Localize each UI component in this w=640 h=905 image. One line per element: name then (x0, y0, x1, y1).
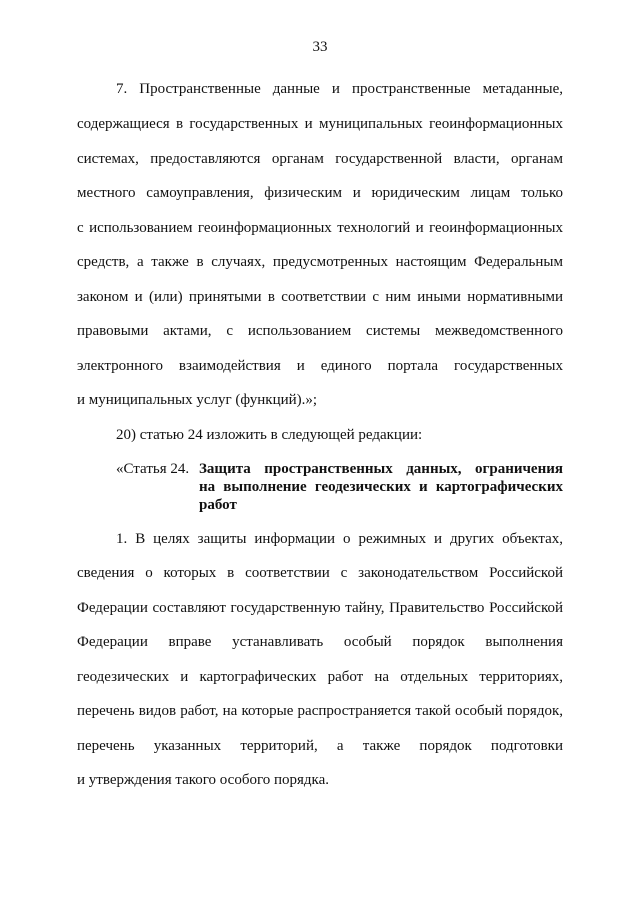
paragraph-7-line: системах, предоставляются органам государственной власти, органам (77, 151, 563, 167)
article-title-line: Защита пространственных данных, ограничения (199, 461, 563, 477)
paragraph-1-line: и утверждения такого особого порядка. (77, 772, 330, 788)
item-20: 20) статью 24 изложить в следующей редакции: (116, 427, 423, 443)
article-label: «Статья 24. (116, 461, 190, 477)
article-title-line: на выполнение геодезических и картографических (199, 479, 563, 495)
page-number: 33 (312, 39, 328, 55)
paragraph-7-line: содержащиеся в государственных и муниципальных геоинформационных (77, 116, 563, 132)
paragraph-1-line: перечень указанных территорий, а также порядок подготовки (77, 738, 563, 754)
paragraph-7-line: правовыми актами, с использованием системы межведомственного (77, 323, 563, 339)
paragraph-1-line: геодезических и картографических работ на отдельных территориях, (77, 669, 563, 685)
paragraph-7-line: электронного взаимодействия и единого портала государственных (77, 358, 563, 374)
paragraph-1-line: Федерации вправе устанавливать особый порядок выполнения (77, 634, 563, 650)
paragraph-7-line: местного самоуправления, физическим и юридическим лицам только (77, 185, 563, 201)
paragraph-7-line: средств, а также в случаях, предусмотренных настоящим Федеральным (77, 254, 563, 270)
article-title (199, 460, 563, 514)
paragraph-7-line: законом и (или) принятыми в соответствии с ним иными нормативными (77, 289, 563, 305)
paragraph-7-line: и муниципальных услуг (функций).»; (77, 392, 318, 408)
paragraph-7-line: 7. Пространственные данные и пространственные метаданные, (116, 81, 563, 97)
paragraph-1-line: Федерации составляют государственную тайну, Правительство Российской (77, 600, 563, 616)
paragraph-1-line: 1. В целях защиты информации о режимных и других объектах, (116, 531, 563, 547)
paragraph-7-line: с использованием геоинформационных технологий и геоинформационных (77, 220, 563, 236)
paragraph-1-line: перечень видов работ, на которые распространяется такой особый порядок, (77, 703, 563, 719)
paragraph-1-line: сведения о которых в соответствии с законодательством Российской (77, 565, 563, 581)
article-title-line: работ (199, 497, 237, 513)
